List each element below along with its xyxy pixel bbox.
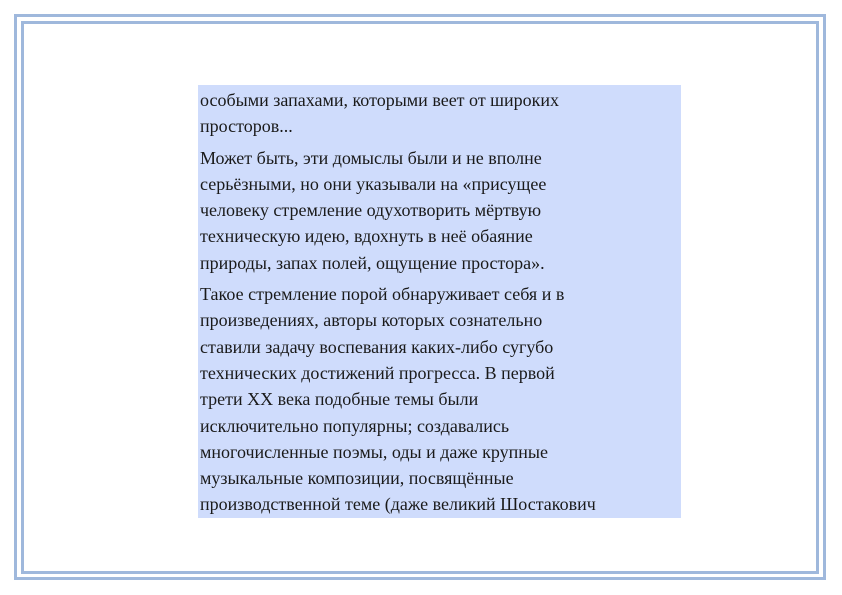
- paragraph-2: Может быть, эти домыслы были и не вполне серьёзными, но они указывали на «присущее человеку стремление одухотворить мёртвую техническую идею, вдохнуть в неё обаяние природы, запах полей, ощущение простора».: [200, 147, 547, 273]
- paragraph-3: Такое стремление порой обнаруживает себя и в произведениях, авторы которых сознательно ставили задачу воспевания каких-либо сугубо технических достижений прогресса. В первой трети XX века подобные темы были исключительно популярны; создавались многочисленные поэмы, оды и даже крупные музыкальные композиции, посвящённые производственной теме (даже великий Шостакович: [200, 284, 596, 515]
- paragraph-1: особыми запахами, которыми веет от широких просторов...: [200, 90, 560, 137]
- text-body: [198, 85, 681, 518]
